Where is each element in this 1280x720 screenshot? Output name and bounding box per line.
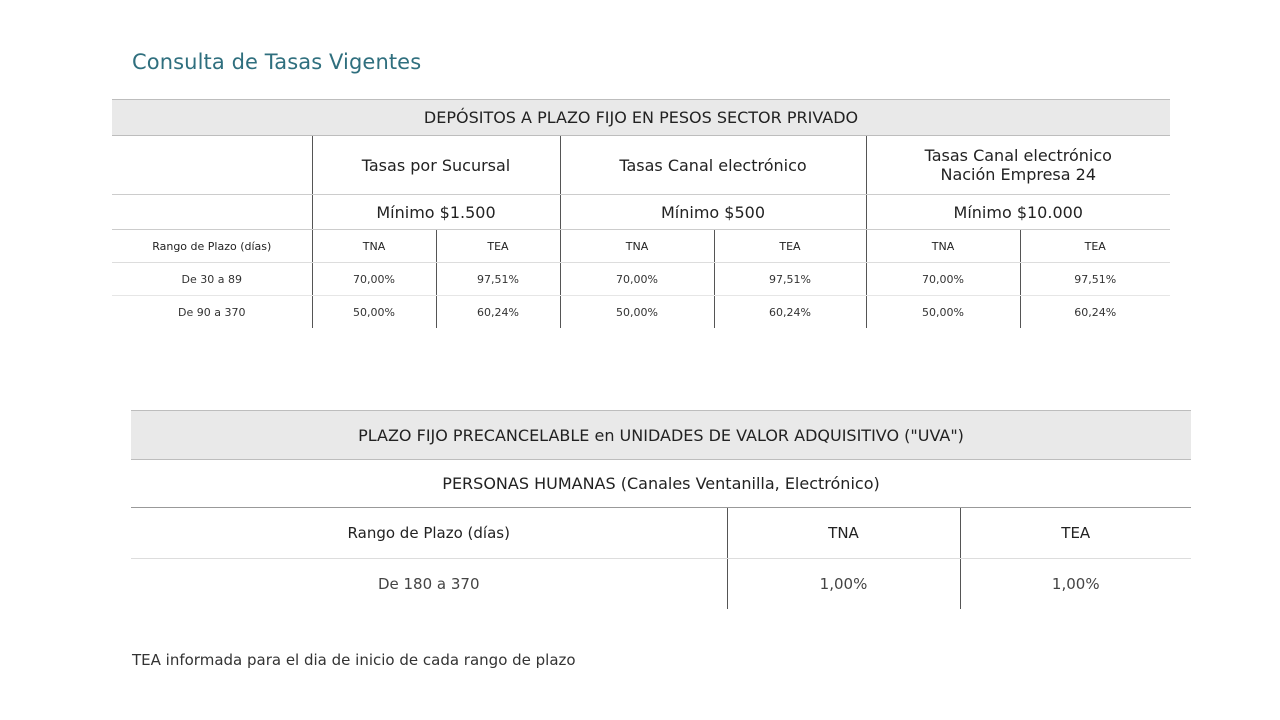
column-header-tea: TEA: [960, 508, 1191, 559]
rate-cell: 70,00%: [312, 263, 436, 296]
table-row: [112, 263, 1170, 296]
group-header-empresa-24: [866, 136, 1170, 195]
tna-header: TNA: [560, 230, 714, 263]
rate-cell: 60,24%: [1020, 296, 1170, 329]
tea-header: TEA: [1020, 230, 1170, 263]
table1-title: DEPÓSITOS A PLAZO FIJO EN PESOS SECTOR PRIVADO: [112, 100, 1170, 136]
rate-cell: 97,51%: [714, 263, 866, 296]
empty-cell: [112, 195, 312, 230]
row-header-label: Rango de Plazo (días): [112, 230, 312, 263]
table-row: [131, 559, 1191, 610]
minimum-canal-electronico: Mínimo $500: [560, 195, 866, 230]
rate-cell: 70,00%: [866, 263, 1020, 296]
range-cell: De 180 a 370: [377, 575, 480, 593]
empty-cell: [112, 136, 312, 195]
rate-cell: 97,51%: [436, 263, 560, 296]
fixed-term-deposits-table: [112, 99, 1170, 328]
minimum-sucursal: Mínimo $1.500: [312, 195, 560, 230]
footnote: TEA informada para el dia de inicio de cada rango de plazo: [132, 651, 576, 669]
rate-cell: 60,24%: [714, 296, 866, 329]
range-cell: De 90 a 370: [178, 305, 246, 319]
column-header-range: Rango de Plazo (días): [131, 508, 727, 559]
rate-cell: 97,51%: [1020, 263, 1170, 296]
tea-header: TEA: [714, 230, 866, 263]
table-row: [112, 296, 1170, 329]
rate-cell: 70,00%: [560, 263, 714, 296]
rate-cell: 50,00%: [866, 296, 1020, 329]
group-header-sucursal: Tasas por Sucursal: [312, 136, 560, 195]
table2-title: PLAZO FIJO PRECANCELABLE en UNIDADES DE VALOR ADQUISITIVO ("UVA"): [131, 411, 1191, 460]
minimum-empresa-24: Mínimo $10.000: [866, 195, 1170, 230]
group-header-line: Nación Empresa 24: [940, 165, 1097, 184]
rate-cell: 60,24%: [436, 296, 560, 329]
rate-cell: 50,00%: [560, 296, 714, 329]
tna-header: TNA: [312, 230, 436, 263]
tea-header: TEA: [436, 230, 560, 263]
tna-cell: 1,00%: [727, 559, 960, 610]
column-header-tna: TNA: [727, 508, 960, 559]
group-header-line: Tasas Canal electrónico: [924, 146, 1112, 165]
tea-cell: 1,00%: [960, 559, 1191, 610]
range-cell: De 30 a 89: [112, 263, 312, 296]
uva-deposits-table: [131, 410, 1191, 609]
group-header-canal-electronico: Tasas Canal electrónico: [560, 136, 866, 195]
rate-cell: 50,00%: [312, 296, 436, 329]
page-title: Consulta de Tasas Vigentes: [132, 50, 422, 74]
tna-header: TNA: [866, 230, 1020, 263]
table2-subtitle: PERSONAS HUMANAS (Canales Ventanilla, Electrónico): [131, 460, 1191, 508]
